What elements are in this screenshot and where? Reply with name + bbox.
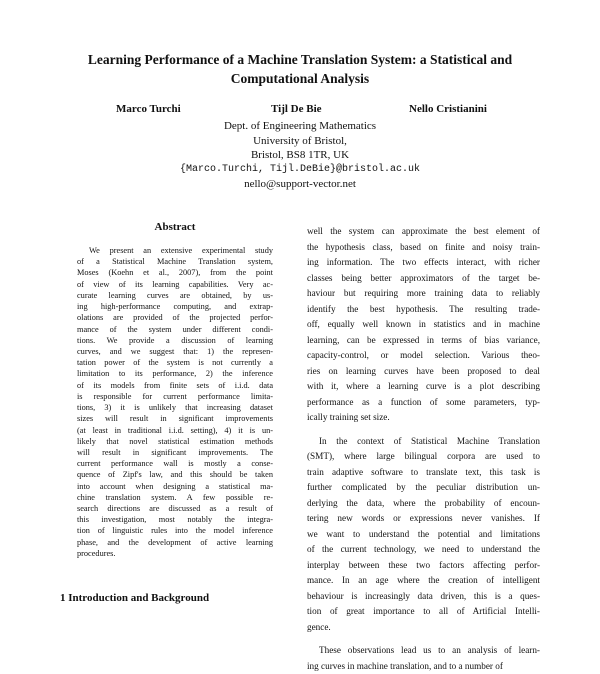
text-line: we want to understand the potential and limitations [307,527,540,543]
title-line: Computational Analysis [60,69,540,88]
text-line: of the current technology, we need to understand the [307,542,540,558]
text-line: identify the best hypothesis. The resulting trade- [307,302,540,318]
text-line: sizes will result in significant improvements [77,413,273,424]
text-line: derlying the data, where the probability of encoun- [307,496,540,512]
author-name: Tijl De Bie [271,103,322,115]
affiliation-line: Bristol, BS8 1TR, UK [150,148,450,163]
text-line: ically training set size. [307,410,540,426]
text-line: haviour but requiring more training data to reliably [307,286,540,302]
text-line: tion of linguistic rules into the model inference [77,525,273,536]
text-line: current performance wall is mostly a conse- [77,458,273,469]
text-line: ing curves in machine translation, and to a number of [307,659,540,674]
text-line: ries on learning curves have been proposed to deal [307,364,540,380]
abstract-heading: Abstract [60,221,290,233]
text-line: is responsible for current performance limita- [77,391,273,402]
author-email: nello@support-vector.net [150,177,450,192]
text-line: into account when designing a statistical ma- [77,481,273,492]
text-line: phase, and the development of active learning [77,537,273,548]
text-line: gence. [307,620,540,636]
text-line: quence of Zipf's law, and this should be taken [77,469,273,480]
paragraph [307,224,540,426]
paragraph [307,643,540,674]
paper-title [60,50,540,88]
text-line: olations are provided of the projected perfor- [77,312,273,323]
text-line: of its models from finite sets of i.i.d. data [77,380,273,391]
text-line: tering new words or expressions never vanishes. If [307,511,540,527]
text-line: procedures. [77,548,273,559]
text-line: with it, where a learning curve is a plot describing [307,379,540,395]
affiliation-block [150,119,450,192]
text-line: search directions are discussed as a result of [77,503,273,514]
text-line: off, equally well known in statistics and in machine [307,317,540,333]
text-line: tation power of the system is not currently a [77,357,273,368]
text-line: will result in significant improvements. The [77,447,273,458]
text-line: (at least in traditional i.i.d. setting), 4) it is un- [77,425,273,436]
text-line: mance. In an age where the creation of intelligent [307,573,540,589]
text-line: tion of great importance to all of Artificial Intelli- [307,604,540,620]
text-line: this investigation, most notably the integra- [77,514,273,525]
text-line: Moses (Koehn et al., 2007), from the point [77,267,273,278]
affiliation-line: University of Bristol, [150,134,450,149]
text-line: ing high-performance computing, and extrap- [77,301,273,312]
text-line: curate learning curves are obtained, by us- [77,290,273,301]
section-heading: 1 Introduction and Background [60,592,209,604]
text-line: capacity-control, or model selection. Various theo- [307,348,540,364]
affiliation-line: Dept. of Engineering Mathematics [150,119,450,134]
right-column-text [307,224,540,674]
text-line: limitation to its performance, 2) the inference [77,368,273,379]
abstract-body [77,245,273,559]
text-line: In the context of Statistical Machine Translation [307,434,540,450]
text-line: curves, and we suggest that: 1) the represen- [77,346,273,357]
text-line: train adaptive software to translate text, this task is [307,465,540,481]
text-line: (SMT), where large bilingual corpora are used to [307,449,540,465]
text-line: These observations lead us to an analysis of learn- [307,643,540,659]
text-line: performance as a function of some parameters, typ- [307,395,540,411]
author-name: Marco Turchi [116,103,181,115]
text-line: learning, can be expressed in terms of bias variance, [307,333,540,349]
text-line: likely that novel statistical estimation methods [77,436,273,447]
author-emails: {Marco.Turchi, Tijl.DeBie}@bristol.ac.uk [150,163,450,178]
text-line: of a Statistical Machine Translation system, [77,256,273,267]
text-line: interplay between these two factors affecting perfor- [307,558,540,574]
text-line: tions. We provide a discussion of learning [77,335,273,346]
text-line: of view of its learning capabilities. Very ac- [77,279,273,290]
text-line: well the system can approximate the best element of [307,224,540,240]
title-line: Learning Performance of a Machine Translation System: a Statistical and [60,50,540,69]
text-line: classes being better approximators of the target be- [307,271,540,287]
text-line: the hypothesis class, based on finite and noisy train- [307,240,540,256]
text-line: mance of the system under different condi- [77,324,273,335]
author-name: Nello Cristianini [409,103,487,115]
text-line: behaviour is increasingly data driven, this is a ques- [307,589,540,605]
paragraph [307,434,540,636]
text-line: ing information. The two effects interact, with richer [307,255,540,271]
text-line: further complicated by the peculiar distribution un- [307,480,540,496]
text-line: chine translation system. A few possible re- [77,492,273,503]
text-line: tions, 3) it is unlikely that increasing dataset [77,402,273,413]
text-line: We present an extensive experimental study [77,245,273,256]
